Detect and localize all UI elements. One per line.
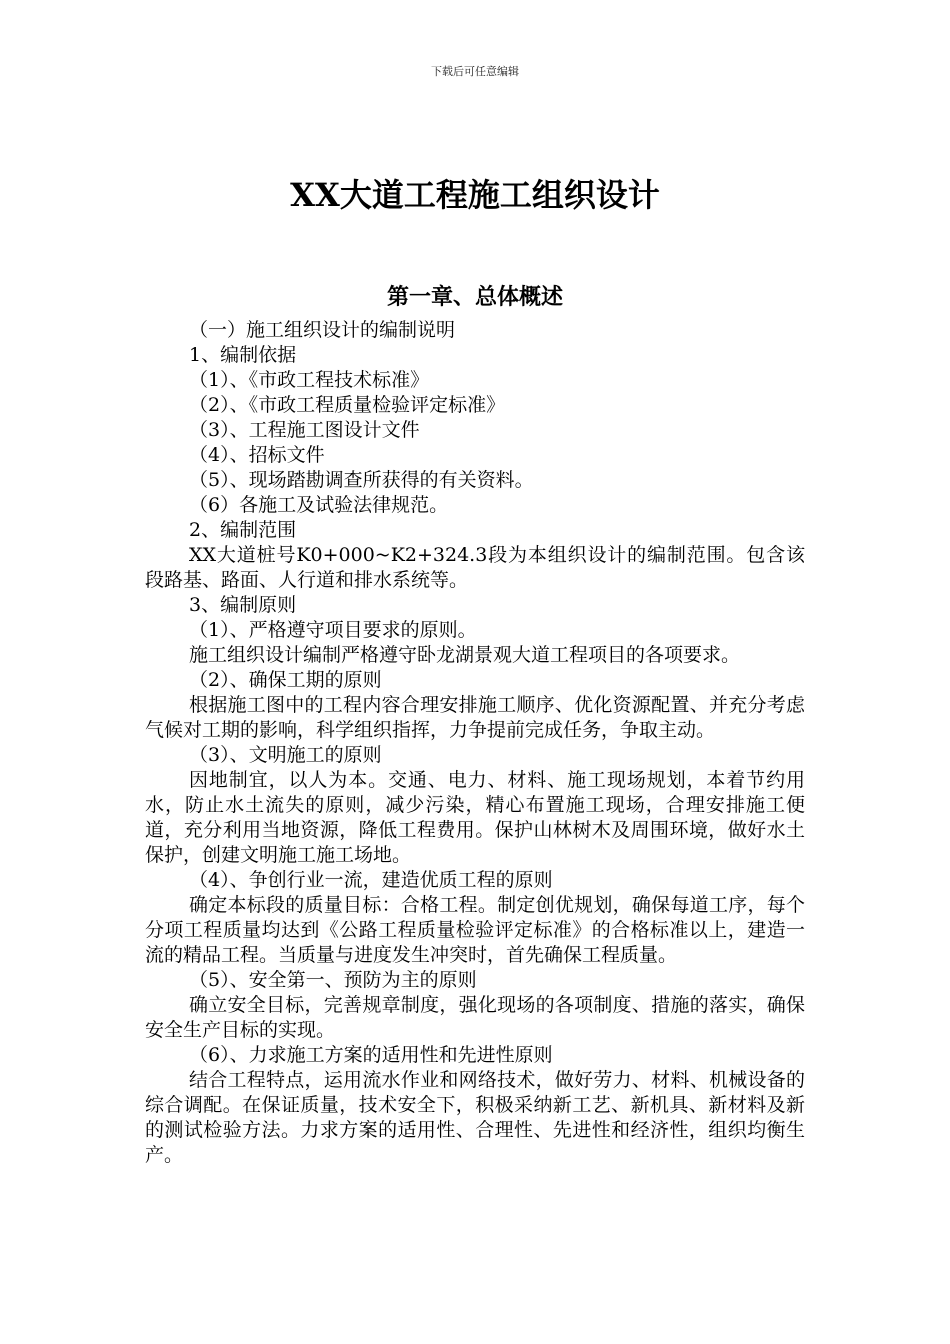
paragraph: 确定本标段的质量目标：合格工程。制定创优规划，确保每道工序，每个分项工程质量均达到《公路工程质量检验评定标准》的合格标准以上，建造一流的精品工程。当质量与进度发生冲突时，首先确保工程质量。 (145, 894, 805, 966)
principle-heading: （4）、争创行业一流，建造优质工程的原则 (189, 869, 553, 891)
principle-heading: （1）、严格遵守项目要求的原则。 (189, 619, 477, 641)
principle-heading: （3）、文明施工的原则 (189, 744, 382, 766)
list-item: （2）、《市政工程质量检验评定标准》 (189, 394, 506, 416)
principle-heading: （2）、确保工期的原则 (189, 669, 382, 691)
subsection-heading: 2、编制范围 (189, 519, 297, 541)
paragraph: 因地制宜，以人为本。交通、电力、材料、施工现场规划，本着节约用水，防止水土流失的原则，减少污染，精心布置施工现场，合理安排施工便道，充分利用当地资源，降低工程费用。保护山林树木及周围环境，做好水土保护，创建文明施工施工场地。 (145, 769, 805, 866)
principle-heading: （6）、力求施工方案的适用性和先进性原则 (189, 1044, 553, 1066)
paragraph: 根据施工图中的工程内容合理安排施工顺序、优化资源配置、并充分考虑气候对工期的影响，科学组织指挥，力争提前完成任务，争取主动。 (145, 694, 805, 741)
paragraph: XX大道桩号K0+000~K2+324.3段为本组织设计的编制范围。包含该段路基、路面、人行道和排水系统等。 (145, 544, 805, 591)
principle-heading: （5）、安全第一、预防为主的原则 (189, 969, 477, 991)
paragraph: 确立安全目标，完善规章制度，强化现场的各项制度、措施的落实，确保安全生产目标的实现。 (145, 994, 805, 1041)
list-item: （5）、现场踏勘调查所获得的有关资料。 (189, 469, 534, 491)
section-heading: （一）施工组织设计的编制说明 (189, 319, 456, 341)
paragraph: 结合工程特点，运用流水作业和网络技术，做好劳力、材料、机械设备的综合调配。在保证质量，技术安全下，积极采纳新工艺、新机具、新材料及新的测试检验方法。力求方案的适用性、合理性、先进性和经济性，组织均衡生产。 (145, 1069, 805, 1166)
document-title: XX大道工程施工组织设计 (290, 176, 660, 214)
header-note: 下载后可任意编辑 (431, 65, 519, 78)
document-body (145, 318, 805, 1168)
subsection-heading: 1、编制依据 (189, 344, 297, 366)
list-item: （3）、工程施工图设计文件 (189, 419, 420, 441)
list-item: （4）、招标文件 (189, 444, 325, 466)
list-item: （1）、《市政工程技术标准》 (189, 369, 430, 391)
paragraph: 施工组织设计编制严格遵守卧龙湖景观大道工程项目的各项要求。 (189, 644, 741, 666)
list-item: （6）各施工及试验法律规范。 (189, 494, 449, 516)
chapter-heading: 第一章、总体概述 (386, 284, 563, 310)
subsection-heading: 3、编制原则 (189, 594, 297, 616)
